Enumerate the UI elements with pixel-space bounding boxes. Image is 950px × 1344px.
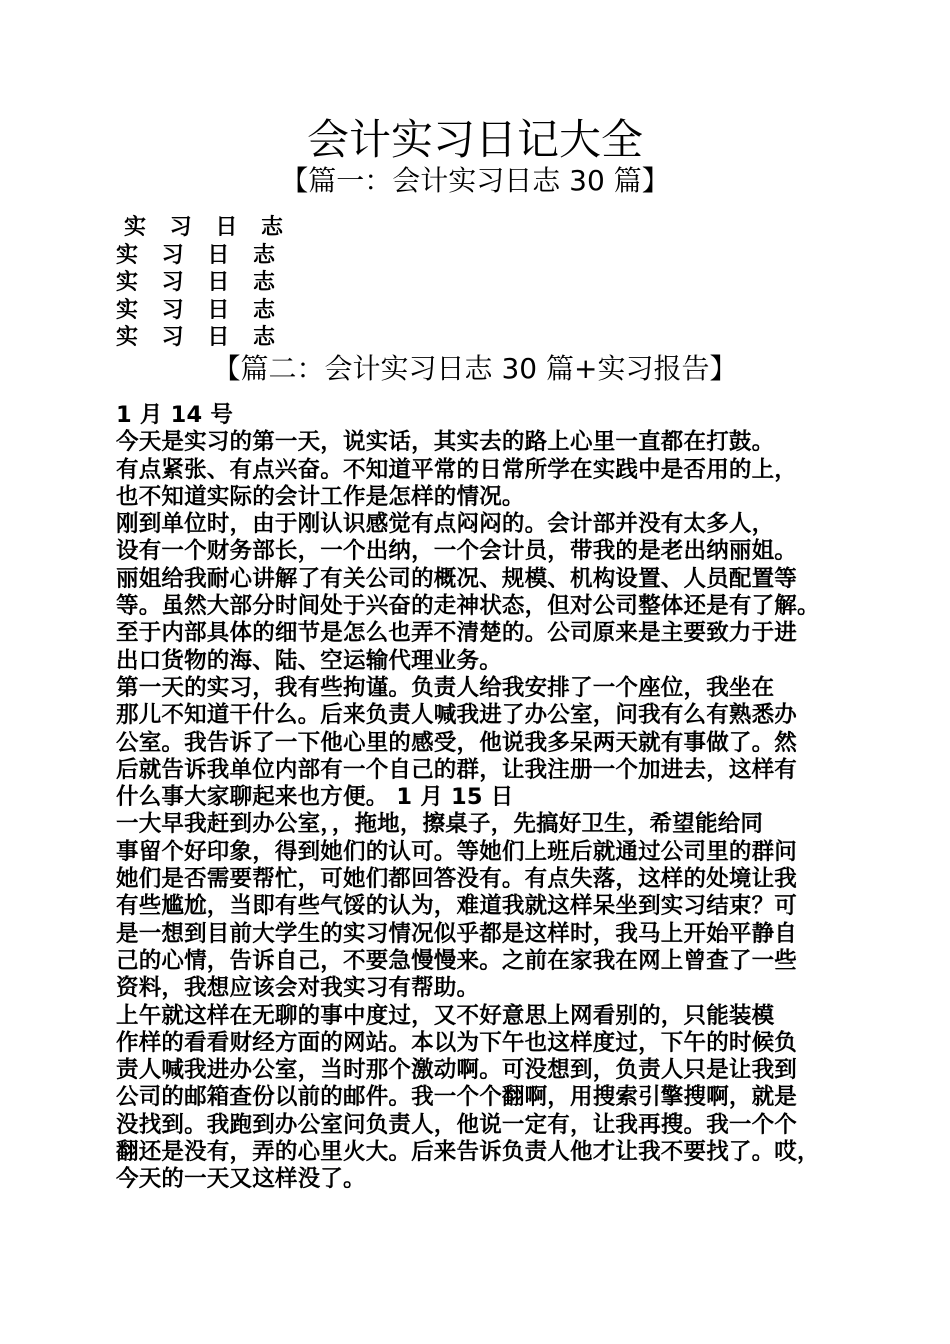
journal-line: 没找到。我跑到办公室问负责人，他说一定有，让我再搜。我一个个 xyxy=(116,1111,798,1138)
journal-line: 今天是实习的第一天，说实话，其实去的路上心里一直都在打鼓。 xyxy=(116,429,775,456)
journal-line: 有点紧张、有点兴奋。不知道平常的日常所学在实践中是否用的上， xyxy=(116,456,798,483)
log-line: 实 习 日 志 xyxy=(116,270,283,295)
journal-line: 公司的邮箱查份以前的邮件。我一个个翻啊，用搜索引擎搜啊，就是 xyxy=(116,1084,798,1111)
journal-line: 丽姐给我耐心讲解了有关公司的概况、规模、机构设置、人员配置等 xyxy=(116,565,798,592)
journal-line: 资料，我想应该会对我实习有帮助。 xyxy=(116,975,480,1002)
journal-line: 等。虽然大部分时间处于兴奋的走神状态，但对公司整体还是有了解。 xyxy=(116,593,820,620)
journal-line: 她们是否需要帮忙，可她们都回答没有。有点失落，这样的处境让我 xyxy=(116,866,798,893)
log-list xyxy=(116,214,416,352)
journal-line: 作样的看看财经方面的网站。本以为下午也这样度过，下午的时候负 xyxy=(116,1029,798,1056)
journal-line: 后就告诉我单位内部有一个自己的群，让我注册一个加进去，这样有 xyxy=(116,756,798,783)
journal-line: 翻还是没有，弄的心里火大。后来告诉负责人他才让我不要找了。哎， xyxy=(116,1139,820,1166)
journal-line: 什么事大家聊起来也方便。 1 月 15 日 xyxy=(116,784,514,811)
journal-line: 至于内部具体的细节是怎么也弄不清楚的。公司原来是主要致力于进 xyxy=(116,620,798,647)
log-line: 实 习 日 志 xyxy=(116,325,283,350)
journal-line: 第一天的实习，我有些拘谨。负责人给我安排了一个座位，我坐在 xyxy=(116,674,775,701)
log-line: 实 习 日 志 xyxy=(116,297,283,323)
journal-line: 刚到单位时，由于刚认识感觉有点闷闷的。会计部并没有太多人， xyxy=(116,511,775,538)
log-line: 实 习 日 志 xyxy=(116,242,283,268)
journal-line: 一大早我赶到办公室，，拖地，擦桌子，先搞好卫生，希望能给同 xyxy=(116,811,764,838)
journal-line: 出口货物的海、陆、空运输代理业务。 xyxy=(116,647,502,674)
journal-date: 1 月 14 号 xyxy=(116,402,234,428)
document-title: 会计实习日记大全 xyxy=(306,115,643,164)
journal-line: 今天的一天又这样没了。 xyxy=(116,1166,366,1193)
journal-line: 也不知道实际的会计工作是怎样的情况。 xyxy=(116,483,525,510)
journal-line: 有些尴尬，当即有些气馁的认为，难道我就这样呆坐到实习结束？可 xyxy=(116,893,798,920)
journal-body xyxy=(116,402,846,1194)
journal-line: 责人喊我进办公室，当时那个激动啊。可没想到，负责人只是让我到 xyxy=(116,1057,798,1084)
journal-line: 设有一个财务部长，一个出纳，一个会计员，带我的是老出纳丽姐。 xyxy=(116,538,798,565)
journal-line: 那儿不知道干什么。后来负责人喊我进了办公室，问我有么有熟悉办 xyxy=(116,702,798,729)
journal-line: 事留个好印象，得到她们的认可。等她们上班后就通过公司里的群问 xyxy=(116,838,798,865)
section-heading-2: 【篇二：会计实习日志 30 篇+实习报告】 xyxy=(212,352,738,385)
section-heading-1: 【篇一：会计实习日志 30 篇】 xyxy=(280,164,670,197)
journal-line: 己的心情，告诉自己，不要急慢慢来。之前在家我在网上曾查了一些 xyxy=(116,947,798,974)
log-line: 实 习 日 志 xyxy=(124,215,291,240)
journal-line: 公室。我告诉了一下他心里的感受，他说我多呆两天就有事做了。然 xyxy=(116,729,798,756)
journal-line: 上午就这样在无聊的事中度过，又不好意思上网看别的，只能装模 xyxy=(116,1002,775,1029)
journal-line: 是一想到目前大学生的实习情况似乎都是这样时，我马上开始平静自 xyxy=(116,920,798,947)
